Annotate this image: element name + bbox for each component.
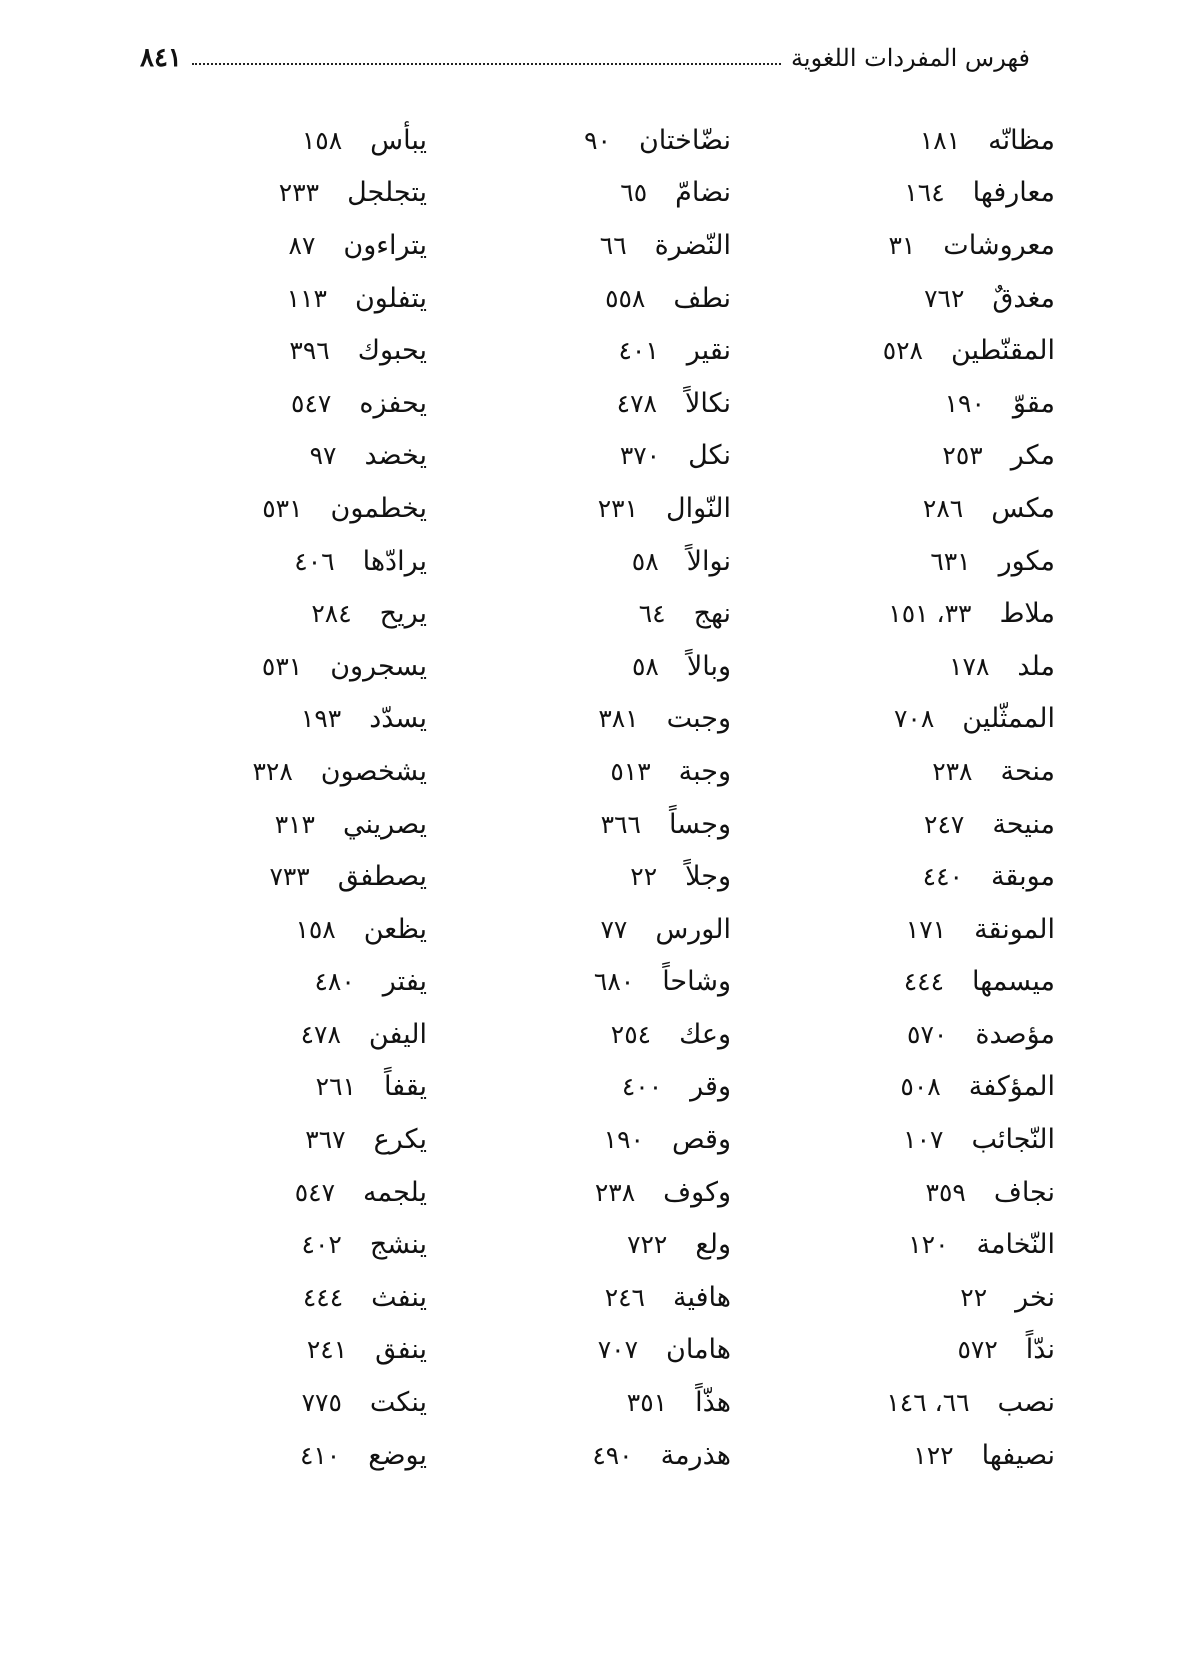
index-term: وجلاً: [685, 861, 731, 893]
index-entry: [531, 377, 731, 430]
page-reference: ٧٧٥: [301, 1388, 342, 1418]
index-entry: [197, 482, 427, 535]
index-entry: [835, 482, 1055, 535]
index-entry: [835, 1218, 1055, 1271]
index-term: مؤصدة: [975, 1018, 1055, 1050]
index-entry: [197, 587, 427, 640]
page-reference: ٧٠٨: [893, 704, 935, 734]
page-reference: ٩٧: [309, 441, 337, 471]
index-entry: [835, 693, 1055, 746]
index-entry: [835, 219, 1055, 272]
page-reference: ٧٠٧: [597, 1335, 639, 1365]
page-reference: ٩٠: [584, 125, 611, 155]
index-entry: [197, 1218, 427, 1271]
index-term: وجبة: [678, 755, 731, 787]
index-term: يحبوك: [357, 335, 427, 367]
index-entry: [531, 1166, 731, 1219]
page-reference: ٧٢٢: [627, 1230, 668, 1260]
index-entry: [531, 430, 731, 483]
index-term: المقنّطين: [951, 335, 1055, 367]
index-term: مكور: [998, 545, 1055, 577]
page-reference: ٣١٣: [274, 809, 315, 839]
index-entry: [531, 798, 731, 851]
page-reference: ٢٣٨: [594, 1177, 636, 1207]
index-entry: [835, 167, 1055, 220]
index-entry: [197, 903, 427, 956]
page-reference: ٤٠٠: [621, 1072, 663, 1102]
index-entry: [197, 377, 427, 430]
index-term: ملاط: [999, 598, 1055, 630]
page-reference: ١٨١: [919, 125, 961, 155]
index-entry: [531, 1008, 731, 1061]
index-entry: [197, 535, 427, 588]
index-term: ينفق: [375, 1334, 427, 1366]
index-term: ميسمها: [972, 966, 1055, 998]
page-reference: ١٥٨: [295, 914, 336, 944]
index-term: يسدّد: [369, 703, 427, 735]
page-reference: ١٢٢: [913, 1440, 954, 1470]
index-term: مغدقٌ: [992, 282, 1055, 314]
index-entry: [835, 114, 1055, 167]
index-term: نطف: [673, 282, 731, 314]
index-term: هذرمة: [660, 1439, 731, 1471]
index-entry: [197, 1271, 427, 1324]
index-column-right: [835, 114, 1055, 1481]
index-term: مقوّ: [1012, 387, 1055, 419]
page-reference: ٧٦٢: [924, 283, 965, 313]
dotted-leader: [192, 63, 781, 65]
page-reference: ٥٤٧: [291, 388, 332, 418]
page-reference: ١١٣: [286, 283, 327, 313]
index-term: يصريني: [343, 808, 427, 840]
index-term: الممثّلين: [962, 703, 1055, 735]
page-reference: ٣٦٦: [600, 809, 641, 839]
page-reference: ٤٤٤: [903, 967, 945, 997]
index-term: ندّاً: [1025, 1334, 1055, 1366]
index-term: معروشات: [943, 229, 1055, 261]
index-term: يخطمون: [330, 492, 427, 524]
page-reference: ٢٤٧: [924, 809, 965, 839]
index-term: يتفلون: [354, 282, 427, 314]
index-entry: [197, 167, 427, 220]
index-term: ينشج: [369, 1229, 427, 1261]
index-entry: [835, 640, 1055, 693]
index-entry: [197, 1324, 427, 1377]
running-title: فهرس المفردات اللغوية: [791, 44, 1030, 72]
index-term: موبقة: [990, 861, 1055, 893]
index-entry: [835, 1166, 1055, 1219]
index-term: يفتر: [382, 966, 427, 998]
index-entry: [531, 1271, 731, 1324]
index-entry: [835, 1324, 1055, 1377]
index-term: وعك: [679, 1018, 731, 1050]
page-reference: ٧٧: [600, 914, 628, 944]
index-entry: [835, 1271, 1055, 1324]
index-term: نصيفها: [981, 1439, 1055, 1471]
index-term: معارفها: [972, 177, 1055, 209]
index-entry: [531, 1061, 731, 1114]
index-entry: [531, 850, 731, 903]
index-entry: [835, 1113, 1055, 1166]
index-entry: [835, 956, 1055, 1009]
page-reference: ٢٢: [630, 862, 658, 892]
index-term: يوضع: [368, 1439, 427, 1471]
index-entry: [835, 850, 1055, 903]
index-term: يكرع: [373, 1124, 427, 1156]
index-term: اليفن: [368, 1018, 427, 1050]
index-term: هافية: [673, 1281, 731, 1313]
index-entry: [531, 1113, 731, 1166]
index-term: نخر: [1015, 1281, 1055, 1313]
index-term: مكس: [991, 492, 1055, 524]
index-term: يشخصون: [320, 755, 427, 787]
index-entry: [197, 798, 427, 851]
page-reference: ٣٥٩: [925, 1177, 966, 1207]
index-entry: [531, 1376, 731, 1429]
page-reference: ٧٣٣: [269, 862, 310, 892]
page-reference: ٨٧: [288, 230, 316, 260]
index-term: نضّاختان: [638, 124, 731, 156]
index-entry: [835, 1061, 1055, 1114]
index-entry: [197, 1166, 427, 1219]
index-term: الورس: [655, 913, 731, 945]
index-entry: [531, 903, 731, 956]
index-entry: [835, 535, 1055, 588]
page-number: ٨٤١: [140, 43, 182, 73]
index-term: يتجلجل: [347, 177, 427, 209]
page-reference: ٥٣١: [261, 651, 303, 681]
index-term: وكوف: [663, 1176, 731, 1208]
index-term: نكل: [688, 440, 731, 472]
index-term: يسجرون: [330, 650, 427, 682]
index-entry: [835, 272, 1055, 325]
index-term: نكالاً: [684, 387, 731, 419]
index-term: نهج: [693, 598, 731, 630]
index-entry: [531, 1429, 731, 1482]
page-reference: ٥٧٠: [907, 1019, 948, 1049]
page-reference: ٢٥٤: [610, 1019, 652, 1049]
index-term: وشاحاً: [662, 966, 731, 998]
index-entry: [835, 377, 1055, 430]
index-entry: [531, 114, 731, 167]
index-term: نصب: [997, 1387, 1055, 1419]
index-entry: [835, 1429, 1055, 1482]
index-entry: [835, 1008, 1055, 1061]
index-term: هامان: [666, 1334, 731, 1366]
index-entry: [197, 745, 427, 798]
index-entry: [531, 1324, 731, 1377]
index-entry: [531, 587, 731, 640]
index-entry: [197, 850, 427, 903]
index-term: مكر: [1010, 440, 1055, 472]
index-entry: [835, 745, 1055, 798]
index-entry: [197, 640, 427, 693]
page-reference: ٥٤٧: [294, 1177, 336, 1207]
page-reference: ٢٣٣: [278, 178, 320, 208]
index-term: يقفاً: [383, 1071, 427, 1103]
index-term: يخضد: [364, 440, 427, 472]
index-entry: [197, 219, 427, 272]
page-reference: ٢٣٨: [932, 756, 973, 786]
index-entry: [835, 324, 1055, 377]
page-reference: ٣٩٦: [289, 336, 330, 366]
index-entry: [835, 430, 1055, 483]
page-reference: ٤٧٨: [300, 1019, 341, 1049]
index-term: نقير: [686, 335, 731, 367]
index-term: يلجمه: [363, 1176, 427, 1208]
page-reference: ٣٢٨: [252, 756, 293, 786]
index-term: يريح: [379, 598, 427, 630]
index-term: نضامّ: [675, 177, 731, 209]
index-entry: [531, 535, 731, 588]
page-reference: ٤٤٤: [302, 1282, 344, 1312]
page-reference: ٢٣١: [597, 493, 639, 523]
page-reference: ٦٣١: [930, 546, 971, 576]
index-entry: [197, 1376, 427, 1429]
page-reference: ٣٧٠: [619, 441, 661, 471]
page-reference: ٥٨: [631, 651, 659, 681]
index-term: وجبت: [666, 703, 731, 735]
index-term: النّخامة: [976, 1229, 1055, 1261]
index-entry: [197, 324, 427, 377]
page-reference: ٥٨: [631, 546, 659, 576]
page-reference: ٢٤١: [306, 1335, 348, 1365]
index-term: النّوال: [666, 492, 731, 524]
index-entry: [197, 1113, 427, 1166]
index-term: هذّاً: [695, 1387, 731, 1419]
index-entry: [531, 324, 731, 377]
page-reference: ٥٧٢: [957, 1335, 998, 1365]
index-term: النّضرة: [654, 229, 731, 261]
index-term: منحة: [1000, 755, 1055, 787]
page-reference: ١٩٠: [944, 388, 985, 418]
page-reference: ٤٠١: [618, 336, 659, 366]
page-reference: ٦٦: [599, 230, 627, 260]
index-term: ينفث: [371, 1281, 427, 1313]
page-reference: ٦٥: [620, 178, 648, 208]
page-reference: ٤٧٨: [616, 388, 657, 418]
page-reference: ٦٨٠: [593, 967, 635, 997]
page-reference: ٤٩٠: [592, 1440, 633, 1470]
page-reference: ٤٠٦: [294, 546, 335, 576]
page-reference: ١٧١: [905, 914, 947, 944]
index-term: يصطفق: [337, 861, 427, 893]
page-reference: ٦٤: [638, 599, 666, 629]
page-reference: ٣٥١: [626, 1388, 668, 1418]
index-term: يرادّها: [362, 545, 427, 577]
index-entry: [531, 167, 731, 220]
page-reference: ٣٨١: [598, 704, 639, 734]
page-reference: ١٢٠: [908, 1230, 949, 1260]
page-reference: ٤٨٠: [314, 967, 355, 997]
index-entry: [197, 956, 427, 1009]
index-term: المؤكفة: [968, 1071, 1055, 1103]
index-term: وقص: [671, 1124, 731, 1156]
index-entry: [835, 587, 1055, 640]
page-reference: ٥٢٨: [882, 336, 923, 366]
page-reference: ٤٠٢: [301, 1230, 342, 1260]
index-term: نجاف: [993, 1176, 1055, 1208]
index-entry: [531, 1218, 731, 1271]
page-reference: ٣٣، ١٥١: [888, 599, 972, 629]
index-term: وقر: [690, 1071, 731, 1103]
index-column-middle: [531, 114, 731, 1481]
page-header: [140, 36, 1030, 80]
index-entry: [197, 1061, 427, 1114]
index-term: مظانّه: [988, 124, 1055, 156]
index-entry: [835, 903, 1055, 956]
index-term: ملد: [1017, 650, 1055, 682]
index-entry: [197, 272, 427, 325]
index-term: يبأس: [370, 124, 427, 156]
index-entry: [531, 219, 731, 272]
index-entry: [835, 1376, 1055, 1429]
index-entry: [531, 745, 731, 798]
page-reference: ٣٦٧: [305, 1125, 346, 1155]
index-entry: [531, 272, 731, 325]
page-reference: ٣١: [888, 230, 916, 260]
page-reference: ٥١٣: [610, 756, 651, 786]
index-term: يظعن: [363, 913, 427, 945]
page-reference: ١٧٨: [949, 651, 990, 681]
page-reference: ٥٠٨: [900, 1072, 941, 1102]
index-entry: [531, 693, 731, 746]
index-entry: [197, 1008, 427, 1061]
index-entry: [531, 482, 731, 535]
page-reference: ١٩٠: [603, 1125, 644, 1155]
index-entry: [197, 1429, 427, 1482]
index-term: المونقة: [974, 913, 1055, 945]
index-entry: [531, 956, 731, 1009]
page-reference: ١٩٣: [300, 704, 342, 734]
index-term: وبالاً: [686, 650, 731, 682]
index-entry: [197, 693, 427, 746]
page-reference: ٤٤٠: [922, 862, 963, 892]
page-reference: ٢٢: [960, 1282, 988, 1312]
index-entry: [531, 640, 731, 693]
index-entry: [835, 798, 1055, 851]
page-reference: ٢٦١: [315, 1072, 356, 1102]
index-term: منيحة: [992, 808, 1055, 840]
page-reference: ١٥٨: [301, 125, 343, 155]
page-reference: ٦٦، ١٤٦: [886, 1388, 970, 1418]
index-entry: [197, 114, 427, 167]
index-term: يتراءون: [343, 229, 427, 261]
page-reference: ١٦٤: [904, 178, 945, 208]
index-column-left: [197, 114, 427, 1481]
index-term: النّجائب: [971, 1124, 1055, 1156]
index-term: ينكت: [369, 1387, 427, 1419]
index-term: نوالاً: [686, 545, 731, 577]
page-reference: ٥٥٨: [605, 283, 646, 313]
page-reference: ١٠٧: [903, 1125, 944, 1155]
index-term: يحفزه: [359, 387, 427, 419]
page-reference: ٢٥٣: [942, 441, 983, 471]
page-reference: ٢٨٦: [922, 493, 964, 523]
index-term: وجساً: [668, 808, 731, 840]
index-term: ولع: [695, 1229, 731, 1261]
page-reference: ٢٨٤: [311, 599, 352, 629]
page-reference: ٢٤٦: [604, 1282, 645, 1312]
page-reference: ٥٣١: [262, 493, 303, 523]
index-entry: [197, 430, 427, 483]
page-reference: ٤١٠: [299, 1440, 341, 1470]
